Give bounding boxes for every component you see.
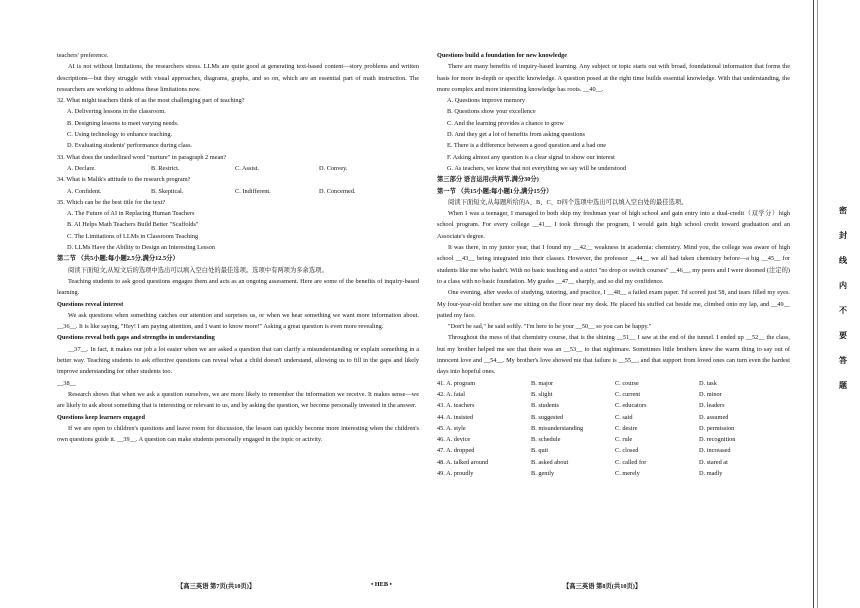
seal-char: 内 [839,281,847,290]
option-cell: D. minor [699,390,722,398]
option-cell: C. desire [615,424,638,432]
option-cell: B. students [531,402,559,410]
option-cell: 45. A. style [437,424,466,432]
passage-heading: Questions build a foundation for new knowledge [437,52,568,59]
option-cell: C. educators [615,402,647,410]
option-cell: B. gently [531,469,555,477]
option: E. There is a difference between a good question and a bad one [447,142,607,150]
option: F. Asking almost any question is a clear signal to show our interest [447,153,615,161]
seal-char: 答 [839,356,847,365]
option-cell: C. rule [615,436,633,444]
seal-char: 线 [839,256,847,265]
section-title: 第二节 （共5小题;每小题2.5分,满分12.5分） [57,255,179,263]
paragraph: Research shows that when we ask a question ourselves, we are more likely to remember the information we receive. It makes sense—we are likely to ask about something that is interesting or relevant to us, and by asking the question, we become personally invested in the answer. [57,390,419,410]
passage-heading: Questions keep learners engaged [57,413,145,421]
seal-char: 封 [839,231,847,240]
option-cell: C. said [615,413,633,421]
paragraph: AI is not without limitations, the researchers stress. LLMs are quite good at generating text-based content—story problems and written descriptions—but they struggle with visual approaches, diagrams, graphs, and so on, which are an essential part of math instruction. The researchers are working to address these limitations now. [57,63,419,93]
option-cell: 43. A. teachers [437,402,475,410]
passage-intro: Teaching students to ask good questions engages them and acts as an ongoing assessment. Here are some of the benefits of inquiry-based learning. [57,277,419,297]
section-title: 第一节 （共15小题;每小题1分,满分15分） [437,187,553,195]
blank-38: __38__ [57,379,76,387]
option: C. And the learning provides a chance to grow [447,119,564,127]
option-cell: 46. A. device [437,436,471,444]
paragraph: "Don't be sad," he said softly. "I'm here to be your __50__ so you can be happy." [448,323,652,331]
option: A. Declare. [67,164,96,172]
section-instructions: 阅读下面短文,从每题所给的A、B、C、D四个选项中选出可以填入空白处的最佳选项。 [448,198,688,206]
option: A. The Future of AI in Replacing Human Teachers [67,210,195,218]
option-cell: C. course [615,379,639,387]
option: D. Evaluating students' performance during class. [67,142,193,150]
option-cell: C. closed [615,447,639,455]
option: C. The Limitations of LLMs in Classroom Teaching [67,232,199,240]
option: B. Skeptical. [151,187,184,195]
paragraph: One evening, after weeks of studying, tutoring, and practice, I __48__ a failed exam paper. I'd scored just 58, and tears filled my eyes. My four-year-old brother saw me sitting on the floor near my desk. He placed his stuffed cat beside me, climbed onto my lap, and __49__ patted my face. [437,289,790,319]
option: D. Concerned. [319,187,356,195]
seal-char: 密 [839,206,847,215]
cloze-options-table [437,378,790,480]
option-cell: 48. A. talked around [437,458,489,466]
option-cell: B. asked about [531,458,569,466]
seal-line-notice [836,205,850,405]
paragraph: We ask questions when something catches our attention and surprises us, or when we hear something we want more information about. __36__. It is like saying, "Hey! I am paying attention, and I want to know more!" Asking a great question is even more revealing. [57,311,419,331]
right-column [437,50,790,479]
seal-char: 不 [839,306,847,315]
option: D. LLMs Have the Ability to Design an Interesting Lesson [67,244,215,252]
options-row [57,186,419,197]
binding-line [813,0,814,608]
paragraph: There are many benefits of inquiry-based learning. Any subject or topic starts out with broad, foundational information that forms the basis for more in-depth or specific knowledge. A question posed at the right time builds essential knowledge. With that understanding, the more complex and more interesting knowledge has roots. __40__. [437,63,790,93]
option-cell: 49. A. proudly [437,469,474,477]
option: A. Confident. [67,187,102,195]
page-footer: 【高三英语 第7页(共10页)】 [177,583,256,590]
page-footer: 【高三英语 第8页(共10页)】 [563,583,642,590]
option: B. Questions show your excellence [447,108,536,116]
question-32: 32. What might teachers think of as the most challenging part of teaching? [57,97,245,105]
option-cell: 47. A. dropped [437,447,475,455]
paragraph: If we are open to children's questions and leave room for discussion, the lesson can quickly become more interesting when the children's own questions guide it. __39__. A question can make students personally engaged in the topic or activity. [57,424,419,444]
paragraph: teachers' preference. [57,52,109,59]
seal-char: 题 [839,381,847,390]
section-instructions: 阅读下面短文,从短文后的选项中选出可以填入空白处的最佳选项。选项中有两项为多余选项。 [68,266,328,274]
question-33: 33. What does the underlined word "nurture" in paragraph 2 mean? [57,153,227,161]
option: A. Questions improve memory [447,97,526,105]
option-cell: D. madly [699,469,723,477]
option-cell: D. task [699,379,717,387]
option-cell: B. slight [531,390,553,398]
passage-heading: Questions reveal interest [57,300,124,308]
paragraph: When I was a teenager, I managed to both skip my freshman year of high school and gain entry into a dual-credit（双学分）high school program. For every college __41__ I took through the program, I would gain high school credit toward graduation and an Associate's degree. [437,210,790,240]
left-column [57,50,419,445]
question-35: 35. Which can be the best title for the text? [57,198,166,206]
option: D. And they get a lot of benefits from asking questions [447,131,585,139]
seal-char: 要 [839,331,847,340]
question-34: 34. What is Malik's attitude to the research program? [57,176,191,184]
options-row [57,163,419,174]
option: C. Assist. [235,164,259,172]
option-cell: D. increased [699,447,731,455]
option-cell: D. stared at [699,458,728,466]
option: B. Designing lessons to meet varying needs. [67,119,179,127]
option: B. AI Helps Math Teachers Build Better "Scaffolds" [67,221,199,229]
option: D. Convey. [319,164,348,172]
option-cell: B. quit [531,447,549,455]
option-cell: C. current [615,390,641,398]
option-cell: D. assumed [699,413,729,421]
option: A. Delivering lessons in the classroom. [67,108,166,116]
option: C. Using technology to enhance teaching. [67,131,173,139]
option-cell: B. misunderstanding [531,424,584,432]
option-cell: B. schedule [531,436,561,444]
option-cell: C. called for [615,458,647,466]
passage-heading: Questions reveal both gaps and strengths in understanding [57,334,215,342]
paragraph: __37__. In fact, it makes our job a lot easier when we are asked a question that can clarify a misunderstanding or explain something in a better way. Teaching students to ask effective questions can reveal what a child doesn't understand, allowing us to fill in the gaps and likely improve understanding for other students too. [57,345,419,376]
paragraph: Throughout the mess of that chemistry course, that is the shining __51__ I saw at the end of the tunnel. I ended up __52__ the class, but my brother helped me see that there was an __53__ to that nightmare. Sometimes little brothers knew the warm thing to say out of innocent love and __54__. My brother's love showed me that failure is __55__, and that support from loved ones can turn even the hardest days into hopeful ones. [437,334,790,376]
option: C. Indifferent. [235,187,271,195]
option-cell: C. merely [615,469,640,477]
option-cell: D. permission [699,424,735,432]
paragraph: It was there, in my junior year, that I found my __42__ weakness in academia: chemistry. Mind you, the college was aware of high school __43__ being integrated into their classes. However, the professor __44__ we all had taken chemistry before—a big __45__ for students like me who hadn't. With no basic teaching and a strict "no drop or switch courses" __46__, my peers and I were doomed (注定的) to a class with no basic foundation. My grades __47__ sharply, and so did my confidence. [437,244,790,285]
binding-line-inner [817,0,818,608]
option: B. Restrict. [151,164,180,172]
option-cell: 41. A. program [437,379,476,387]
option-cell: D. leaders [699,402,725,410]
exam-code: • HEB • [371,581,392,588]
option-cell: B. suggested [531,413,564,421]
option-cell: B. major [531,379,554,387]
option-cell: D. recognition [699,436,736,444]
option: G. As teachers, we know that not everything we say will be understood [447,164,627,172]
option-cell: 42. A. fatal [437,390,465,398]
option-cell: 44. A. insisted [437,413,474,421]
part-title: 第三部分 语言运用(共两节,满分30分) [437,176,539,184]
